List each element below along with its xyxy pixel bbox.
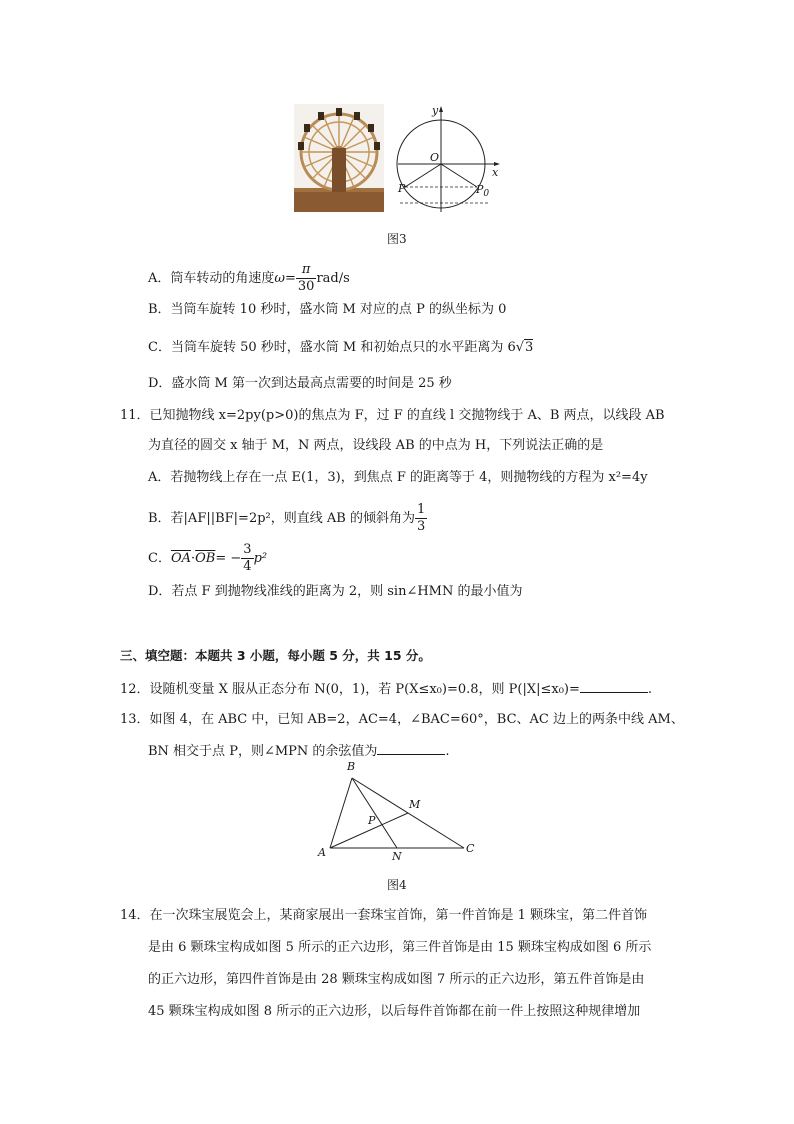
q11-option-d: D．若点 F 到抛物线准线的距离为 2，则 sin∠HMN 的最小值为 xyxy=(148,584,523,599)
q11-stem-line1: 11．已知抛物线 x=2py(p>0)的焦点为 F，过 F 的直线 l 交抛物线于 A、B 两点，以线段 AB xyxy=(120,408,665,423)
vertex-c-label: C xyxy=(466,842,475,855)
q14-stem-line2: 是由 6 颗珠宝构成如图 5 所示的正六边形，第三件首饰是由 15 颗珠宝构成如图 6 所示 xyxy=(148,940,652,955)
q10-option-a: A．筒车转动的角速度ω= $\frac{\pi}{30}$ rad/s xyxy=(148,262,350,294)
triangle-diagram xyxy=(316,760,486,864)
origin-label: O xyxy=(430,151,440,164)
q13-stem-line1: 13．如图 4，在 ABC 中，已知 AB=2，AC=4，∠BAC=60°，BC、AC 边上的两条中线 AM、 xyxy=(120,712,684,727)
q12-stem: 12．设随机变量 X 服从正态分布 N(0，1)，若 P(X≤x₀)=0.8，则 P(|X|≤x₀)= . xyxy=(120,678,652,700)
q11-option-c: C．$\overline{OA}\cdot\overline{OB}=$ − $\frac{3}{4}$ p² xyxy=(148,542,268,574)
q11-option-a: A．若抛物线上存在一点 E(1，3)，到焦点 F 的距离等于 4，则抛物线的方程为 x²=4y xyxy=(148,470,648,485)
point-p0-label: $P_0$ xyxy=(476,183,490,200)
point-p-label: P xyxy=(368,814,376,827)
axis-x-label: x xyxy=(492,166,499,179)
midpoint-m-label: M xyxy=(409,798,421,811)
q14-stem-line4: 45 颗珠宝构成如图 8 所示的正六边形，以后每件首饰都在前一件上按照这种规律增加 xyxy=(148,1004,641,1019)
q13-answer-blank[interactable] xyxy=(377,740,445,755)
q10-option-c: C．当筒车旋转 50 秒时，盛水筒 M 和初始点只的水平距离为 6√3 xyxy=(148,340,534,355)
figure4-caption: 图4 xyxy=(387,878,407,892)
q11-stem-line2: 为直径的圆交 x 轴于 M，N 两点，设线段 AB 的中点为 H，下列说法正确的是 xyxy=(148,438,604,453)
axis-y-label: y xyxy=(432,104,439,117)
q11-option-b: B．若|AF||BF|=2p²，则直线 AB 的倾斜角为 $\frac{1}{3}$ xyxy=(148,502,426,534)
water-wheel-image xyxy=(294,104,384,212)
q13-stem-line2: BN 相交于点 P，则∠MPN 的余弦值为 . xyxy=(148,740,450,762)
section3-heading: 三、填空题：本题共 3 小题，每小题 5 分，共 15 分。 xyxy=(120,648,431,663)
vertex-b-label: B xyxy=(347,760,356,773)
circle-coordinate-diagram xyxy=(394,104,504,216)
midpoint-n-label: N xyxy=(392,850,402,863)
q14-stem-line3: 的正六边形，第四件首饰是由 28 颗珠宝构成如图 7 所示的正六边形，第五件首饰是由 xyxy=(148,972,645,987)
q10-option-b: B．当筒车旋转 10 秒时，盛水筒 M 对应的点 P 的纵坐标为 0 xyxy=(148,302,507,317)
q12-answer-blank[interactable] xyxy=(580,678,648,693)
q14-stem-line1: 14．在一次珠宝展览会上，某商家展出一套珠宝首饰，第一件首饰是 1 颗珠宝，第二件首饰 xyxy=(120,908,648,923)
q10-option-d: D．盛水筒 M 第一次到达最高点需要的时间是 25 秒 xyxy=(148,376,452,391)
vertex-a-label: A xyxy=(318,846,326,859)
point-p-label: P xyxy=(398,182,406,195)
figure3-caption: 图3 xyxy=(387,232,407,246)
